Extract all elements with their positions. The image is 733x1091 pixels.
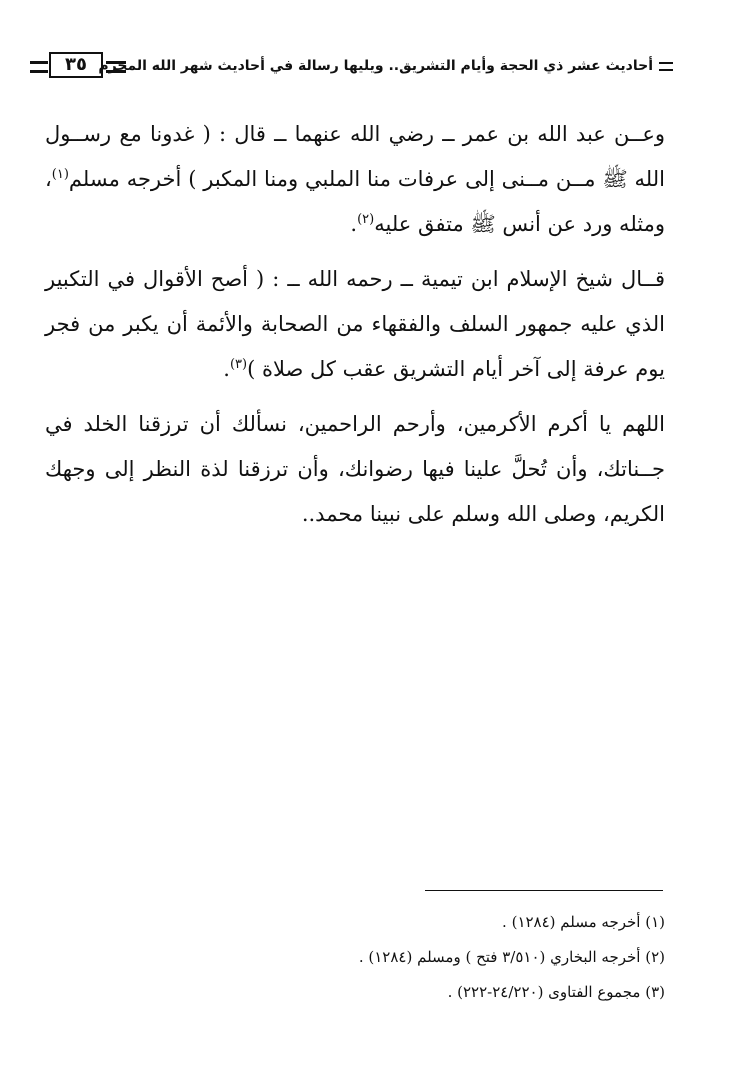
footnote-marker-1[interactable]: (١)	[51, 167, 69, 182]
footnotes	[65, 905, 665, 1010]
paragraph-text: اللهم يا أكرم الأكرمين، وأرحم الراحمين، نسألك أن ترزقنا الخلد في جــناتك، وأن تُحلَّ علينا فيها رضوانك، وأن ترزقنا لذة النظر إلى وجهك الكريم، وصلى الله وسلم على نبينا محمد..	[45, 412, 665, 526]
page-number: ٣٥	[49, 52, 103, 78]
page-number-frame	[30, 52, 126, 82]
footnote-marker-3[interactable]: (٣)	[229, 357, 248, 372]
footnote-separator	[425, 890, 663, 891]
paragraph-text: وعــن عبد الله بن عمر ــ رضي الله عنهما ــ قال : ( غدونا مع رســول الله ﷺ مــن مــنى إلى عرفات منا الملبي ومنا المكبر ) أخرجه مسلم	[45, 122, 665, 191]
paragraph-hadith	[45, 112, 665, 247]
page-number-right-rule	[106, 61, 126, 73]
running-title	[98, 58, 673, 74]
paragraph-supplication	[45, 402, 665, 537]
footnote-marker-2[interactable]: (٢)	[357, 212, 375, 227]
main-text	[45, 112, 665, 547]
page-number-left-rule	[30, 61, 48, 73]
paragraph-ibn-taymiyyah	[45, 257, 665, 392]
footnote-2: (٢) أخرجه البخاري (٣/٥١٠ فتح ) ومسلم (١٢٨٤) .	[358, 948, 665, 966]
header-ornament-rule	[659, 62, 673, 71]
paragraph-end: .	[350, 212, 358, 236]
footnote-1: (١) أخرجه مسلم (١٢٨٤) .	[502, 913, 665, 931]
page-header	[30, 48, 673, 88]
footnote-3: (٣) مجموع الفتاوى (٢٤/٢٢٠-٢٢٢) .	[447, 983, 665, 1001]
paragraph-text: قــال شيخ الإسلام ابن تيمية ــ رحمه الله ــ : ( أصح الأقوال في التكبير الذي عليه جمهور السلف والفقهاء من الصحابة والأئمة أن يكبر من فجر يوم عرفة إلى آخر أيام التشريق عقب كل صلاة )	[45, 267, 665, 381]
paragraph-text-continued: ، ومثله ورد عن أنس ﷺ متفق عليه	[45, 167, 665, 236]
paragraph-end: .	[223, 357, 230, 381]
running-title-text: أحاديث عشر ذي الحجة وأيام التشريق.. ويليها رسالة في أحاديث شهر الله المحرم	[98, 58, 653, 74]
